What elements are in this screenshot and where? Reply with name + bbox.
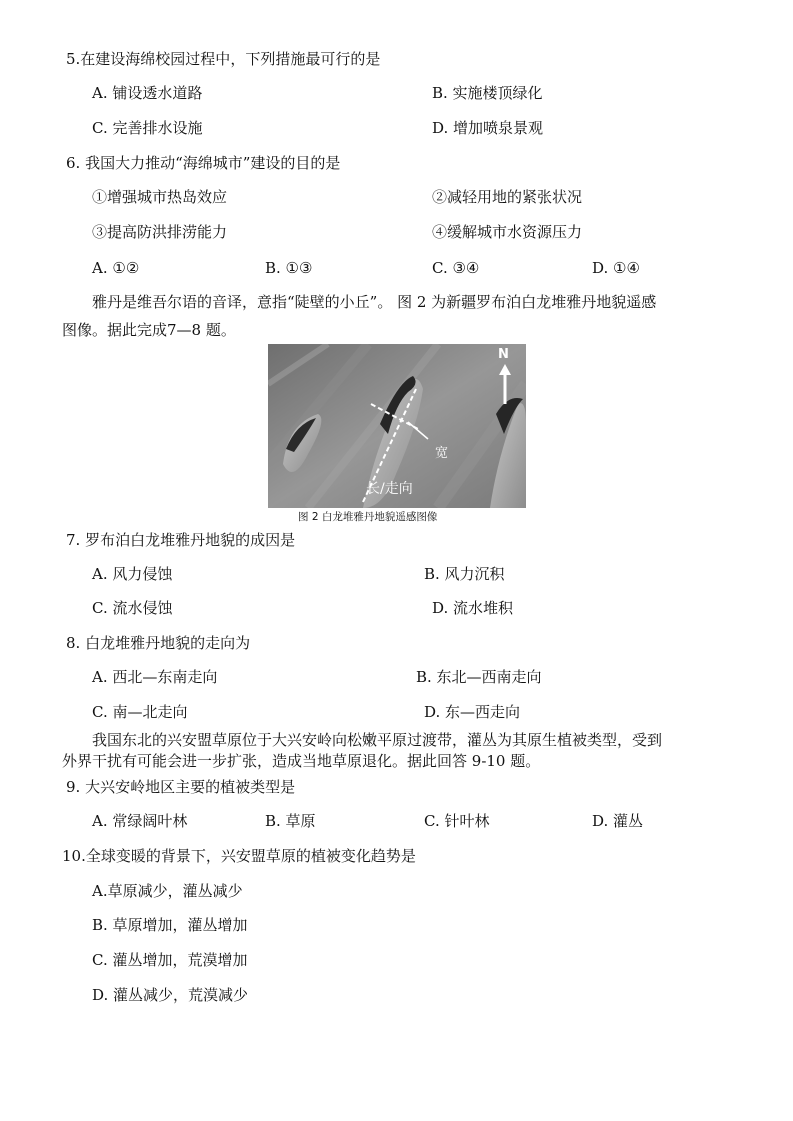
q9-option-a: A. 常绿阔叶林 bbox=[92, 812, 188, 830]
figure-caption: 图 2 白龙堆雅丹地貌遥感图像 bbox=[298, 511, 438, 523]
q9-option-c: C. 针叶林 bbox=[424, 812, 490, 830]
q10-option-b: B. 草原增加，灌丛增加 bbox=[92, 916, 248, 934]
passage-1-line-1: 雅丹是维吾尔语的音译，意指“陡壁的小丘”。 图 2 为新疆罗布泊白龙堆雅丹地貌遥感 bbox=[92, 293, 657, 311]
q8-option-d: D. 东—西走向 bbox=[424, 703, 521, 721]
passage-2-line-1: 我国东北的兴安盟草原位于大兴安岭向松嫩平原过渡带，灌丛为其原生植被类型，受到 bbox=[92, 731, 663, 749]
q8-option-c: C. 南—北走向 bbox=[92, 703, 188, 721]
q6-statement-1: ①增强城市热岛效应 bbox=[92, 188, 228, 206]
q6-option-d: D. ①④ bbox=[592, 259, 640, 277]
question-6-stem: 6. 我国大力推动“海绵城市”建设的目的是 bbox=[66, 154, 341, 172]
q9-option-d: D. 灌丛 bbox=[592, 812, 644, 830]
q8-option-a: A. 西北—东南走向 bbox=[92, 668, 218, 686]
q6-statement-2: ②减轻用地的紧张状况 bbox=[432, 188, 583, 206]
passage-1-line-2: 图像。据此完成7—8 题。 bbox=[62, 321, 236, 339]
q6-option-a: A. ①② bbox=[92, 259, 140, 277]
question-10-stem: 10.全球变暖的背景下，兴安盟草原的植被变化趋势是 bbox=[62, 847, 416, 865]
q6-option-c: C. ③④ bbox=[432, 259, 480, 277]
q7-option-a: A. 风力侵蚀 bbox=[92, 565, 173, 583]
q5-option-b: B. 实施楼顶绿化 bbox=[432, 84, 543, 102]
passage-2-line-2: 外界干扰有可能会进一步扩张，造成当地草原退化。据此回答 9-10 题。 bbox=[62, 752, 541, 770]
question-5-stem: 5.在建设海绵校园过程中，下列措施最可行的是 bbox=[66, 50, 381, 68]
width-label: 宽 bbox=[435, 446, 449, 461]
q6-option-b: B. ①③ bbox=[265, 259, 313, 277]
q5-option-d: D. 增加喷泉景观 bbox=[432, 119, 544, 137]
question-8-stem: 8. 白龙堆雅丹地貌的走向为 bbox=[66, 634, 251, 652]
north-label: N bbox=[498, 347, 509, 362]
q8-option-b: B. 东北—西南走向 bbox=[416, 668, 542, 686]
q7-option-c: C. 流水侵蚀 bbox=[92, 599, 173, 617]
q5-option-c: C. 完善排水设施 bbox=[92, 119, 203, 137]
q7-option-b: B. 风力沉积 bbox=[424, 565, 505, 583]
q5-option-a: A. 铺设透水道路 bbox=[92, 84, 203, 102]
q10-option-c: C. 灌丛增加，荒漠增加 bbox=[92, 951, 248, 969]
q7-option-d: D. 流水堆积 bbox=[432, 599, 514, 617]
q10-option-d: D. 灌丛减少，荒漠减少 bbox=[92, 986, 249, 1004]
remote-sensing-image bbox=[268, 344, 526, 508]
q6-statement-4: ④缓解城市水资源压力 bbox=[432, 223, 583, 241]
question-9-stem: 9. 大兴安岭地区主要的植被类型是 bbox=[66, 778, 296, 796]
q10-option-a: A.草原减少，灌丛减少 bbox=[92, 882, 243, 900]
length-label: 长/走向 bbox=[366, 481, 413, 497]
q6-statement-3: ③提高防洪排涝能力 bbox=[92, 223, 228, 241]
question-7-stem: 7. 罗布泊白龙堆雅丹地貌的成因是 bbox=[66, 531, 296, 549]
q9-option-b: B. 草原 bbox=[265, 812, 316, 830]
